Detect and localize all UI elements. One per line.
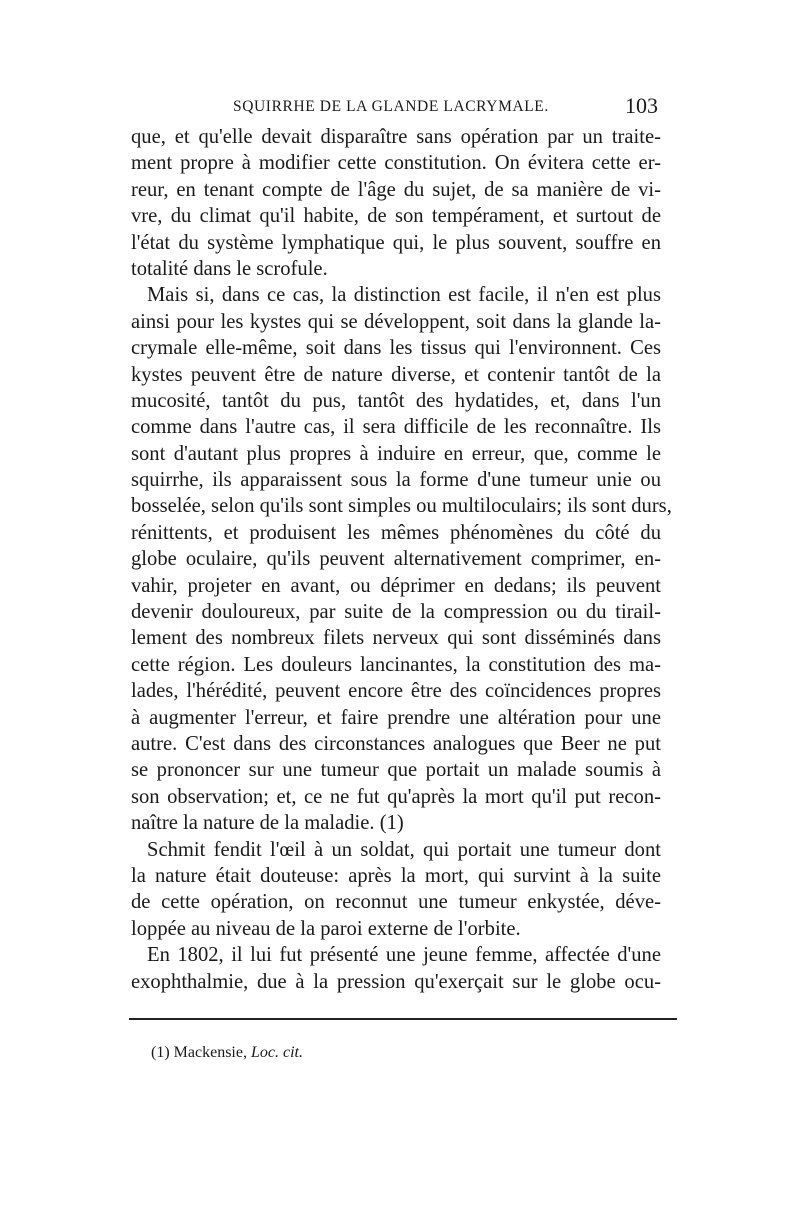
text-line: squirrhe, ils apparaissent sous la forme d'une tumeur unie ou <box>131 469 661 492</box>
text-line: Mais si, dans ce cas, la distinction est facile, il n'en est plus <box>147 284 661 307</box>
text-line: crymale elle-même, soit dans les tissus qui l'environnent. Ces <box>131 337 661 360</box>
text-line: sont d'autant plus propres à induire en erreur, que, comme le <box>131 442 661 465</box>
text-line: de cette opération, on reconnut une tumeur enkystée, déve- <box>131 891 661 914</box>
text-line: vahir, projeter en avant, ou déprimer en dedans; ils peuvent <box>131 574 661 597</box>
text-line: totalité dans le scrofule. <box>131 257 328 280</box>
text-line: la nature était douteuse: après la mort, qui survint à la suite <box>131 864 661 887</box>
text-line: kystes peuvent être de nature diverse, et contenir tantôt de la <box>131 363 661 386</box>
text-line: naître la nature de la maladie. (1) <box>131 812 404 835</box>
paragraph-1 <box>131 124 661 282</box>
text-line: reur, en tenant compte de l'âge du sujet, de sa manière de vi- <box>131 178 661 201</box>
footnote <box>151 1044 303 1062</box>
page-number: 103 <box>625 93 658 118</box>
text-line: ainsi pour les kystes qui se développent, soit dans la glande la- <box>131 310 661 333</box>
text-line: lades, l'hérédité, peuvent encore être des coïncidences propres <box>131 680 661 703</box>
text-line: Schmit fendit l'œil à un soldat, qui portait une tumeur dont <box>147 838 661 861</box>
footnote-marker: (1) Mackensie, <box>151 1044 247 1061</box>
running-head <box>131 93 658 122</box>
text-line: loppée au niveau de la paroi externe de l'orbite. <box>131 917 521 940</box>
text-line: que, et qu'elle devait disparaître sans opération par un traite- <box>131 126 661 148</box>
footnote-rule <box>129 1018 677 1020</box>
paragraph-4 <box>131 942 661 995</box>
paragraph-2 <box>131 282 672 836</box>
text-line: devenir douloureux, par suite de la compression ou du tirail- <box>131 601 661 624</box>
text-line: comme dans l'autre cas, il sera difficile de les reconnaître. Ils <box>131 416 661 439</box>
text-line: ment propre à modifier cette constitution. On évitera cette er- <box>131 152 661 175</box>
text-line: rénittents, et produisent les mêmes phénomènes du côté du <box>131 521 661 544</box>
text-line: autre. C'est dans des circonstances analogues que Beer ne put <box>131 732 661 755</box>
footnote-citation: Loc. cit. <box>250 1044 303 1061</box>
text-line: cette région. Les douleurs lancinantes, la constitution des ma- <box>131 653 661 676</box>
running-title: SQUIRRHE DE LA GLANDE LACRYMALE. <box>233 98 549 115</box>
text-line: globe oculaire, qu'ils peuvent alternativement comprimer, en- <box>131 548 661 571</box>
text-line: mucosité, tantôt du pus, tantôt des hydatides, et, dans l'un <box>131 389 661 412</box>
text-line: vre, du climat qu'il habite, de son tempérament, et surtout de <box>131 205 661 228</box>
text-line: En 1802, il lui fut présenté une jeune femme, affectée d'une <box>147 944 661 967</box>
text-line: bosselée, selon qu'ils sont simples ou multiloculairs; ils sont durs, <box>131 495 672 518</box>
text-line: lement des nombreux filets nerveux qui sont disséminés dans <box>131 627 661 650</box>
text-line: à augmenter l'erreur, et faire prendre une altération pour une <box>131 706 661 729</box>
text-line: exophthalmie, due à la pression qu'exerçait sur le globe ocu- <box>131 970 661 993</box>
paragraph-3 <box>131 837 661 943</box>
text-line: l'état du système lymphatique qui, le plus souvent, souffre en <box>131 231 661 254</box>
body-text <box>131 124 672 995</box>
text-line: se prononcer sur une tumeur que portait un malade soumis à <box>131 759 661 782</box>
text-line: son observation; et, ce ne fut qu'après la mort qu'il put recon- <box>131 785 661 808</box>
